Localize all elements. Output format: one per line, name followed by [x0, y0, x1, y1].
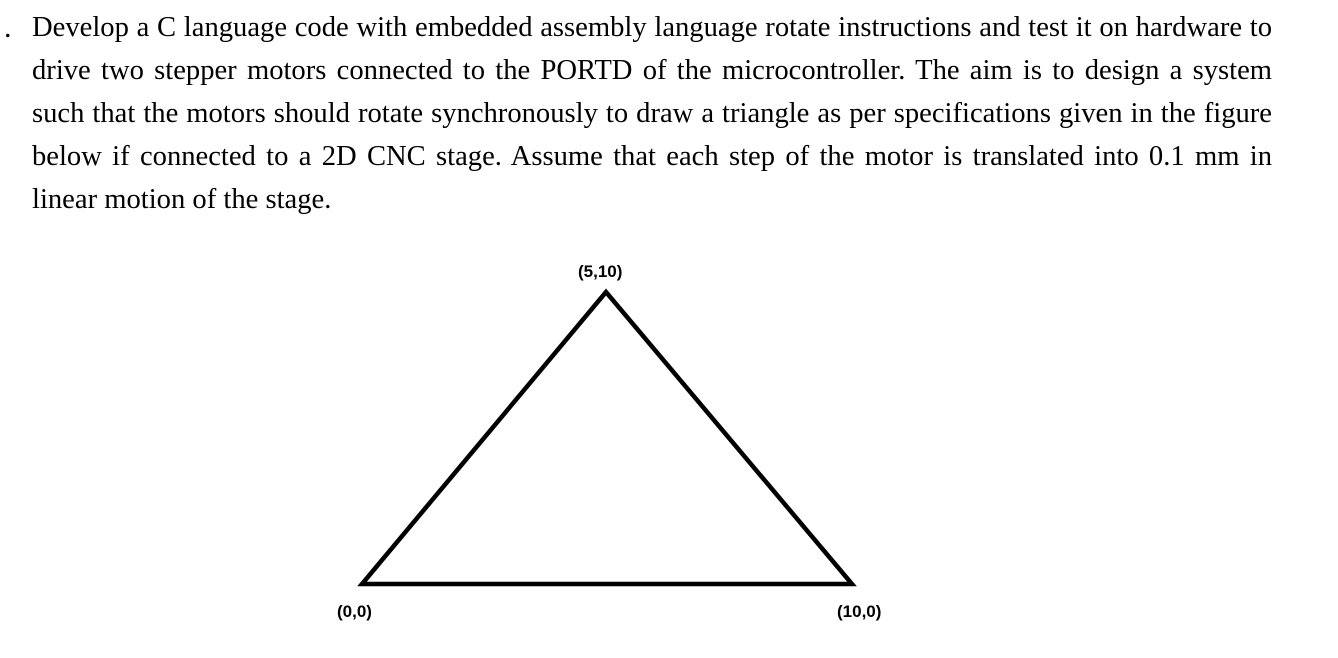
triangle-shape	[362, 292, 852, 584]
vertex-label-bottom-left: (0,0)	[337, 602, 372, 621]
question-number-marker: .	[4, 11, 12, 44]
triangle-diagram	[0, 250, 1338, 658]
vertex-label-bottom-right: (10,0)	[837, 602, 882, 621]
triangle-figure	[0, 250, 1338, 658]
vertex-label-top: (5,10)	[578, 262, 623, 281]
question-text: Develop a C language code with embedded assembly language rotate instructions and test it on hardware to drive two stepper motors connected to the PORTD of the microcontroller. The aim is to design a system such that the motors should rotate synchronously to draw a triangle as per specifications given in the figure below if connected to a 2D CNC stage. Assume that each step of the motor is translated into 0.1 mm in linear motion of the stage.	[32, 12, 1272, 215]
